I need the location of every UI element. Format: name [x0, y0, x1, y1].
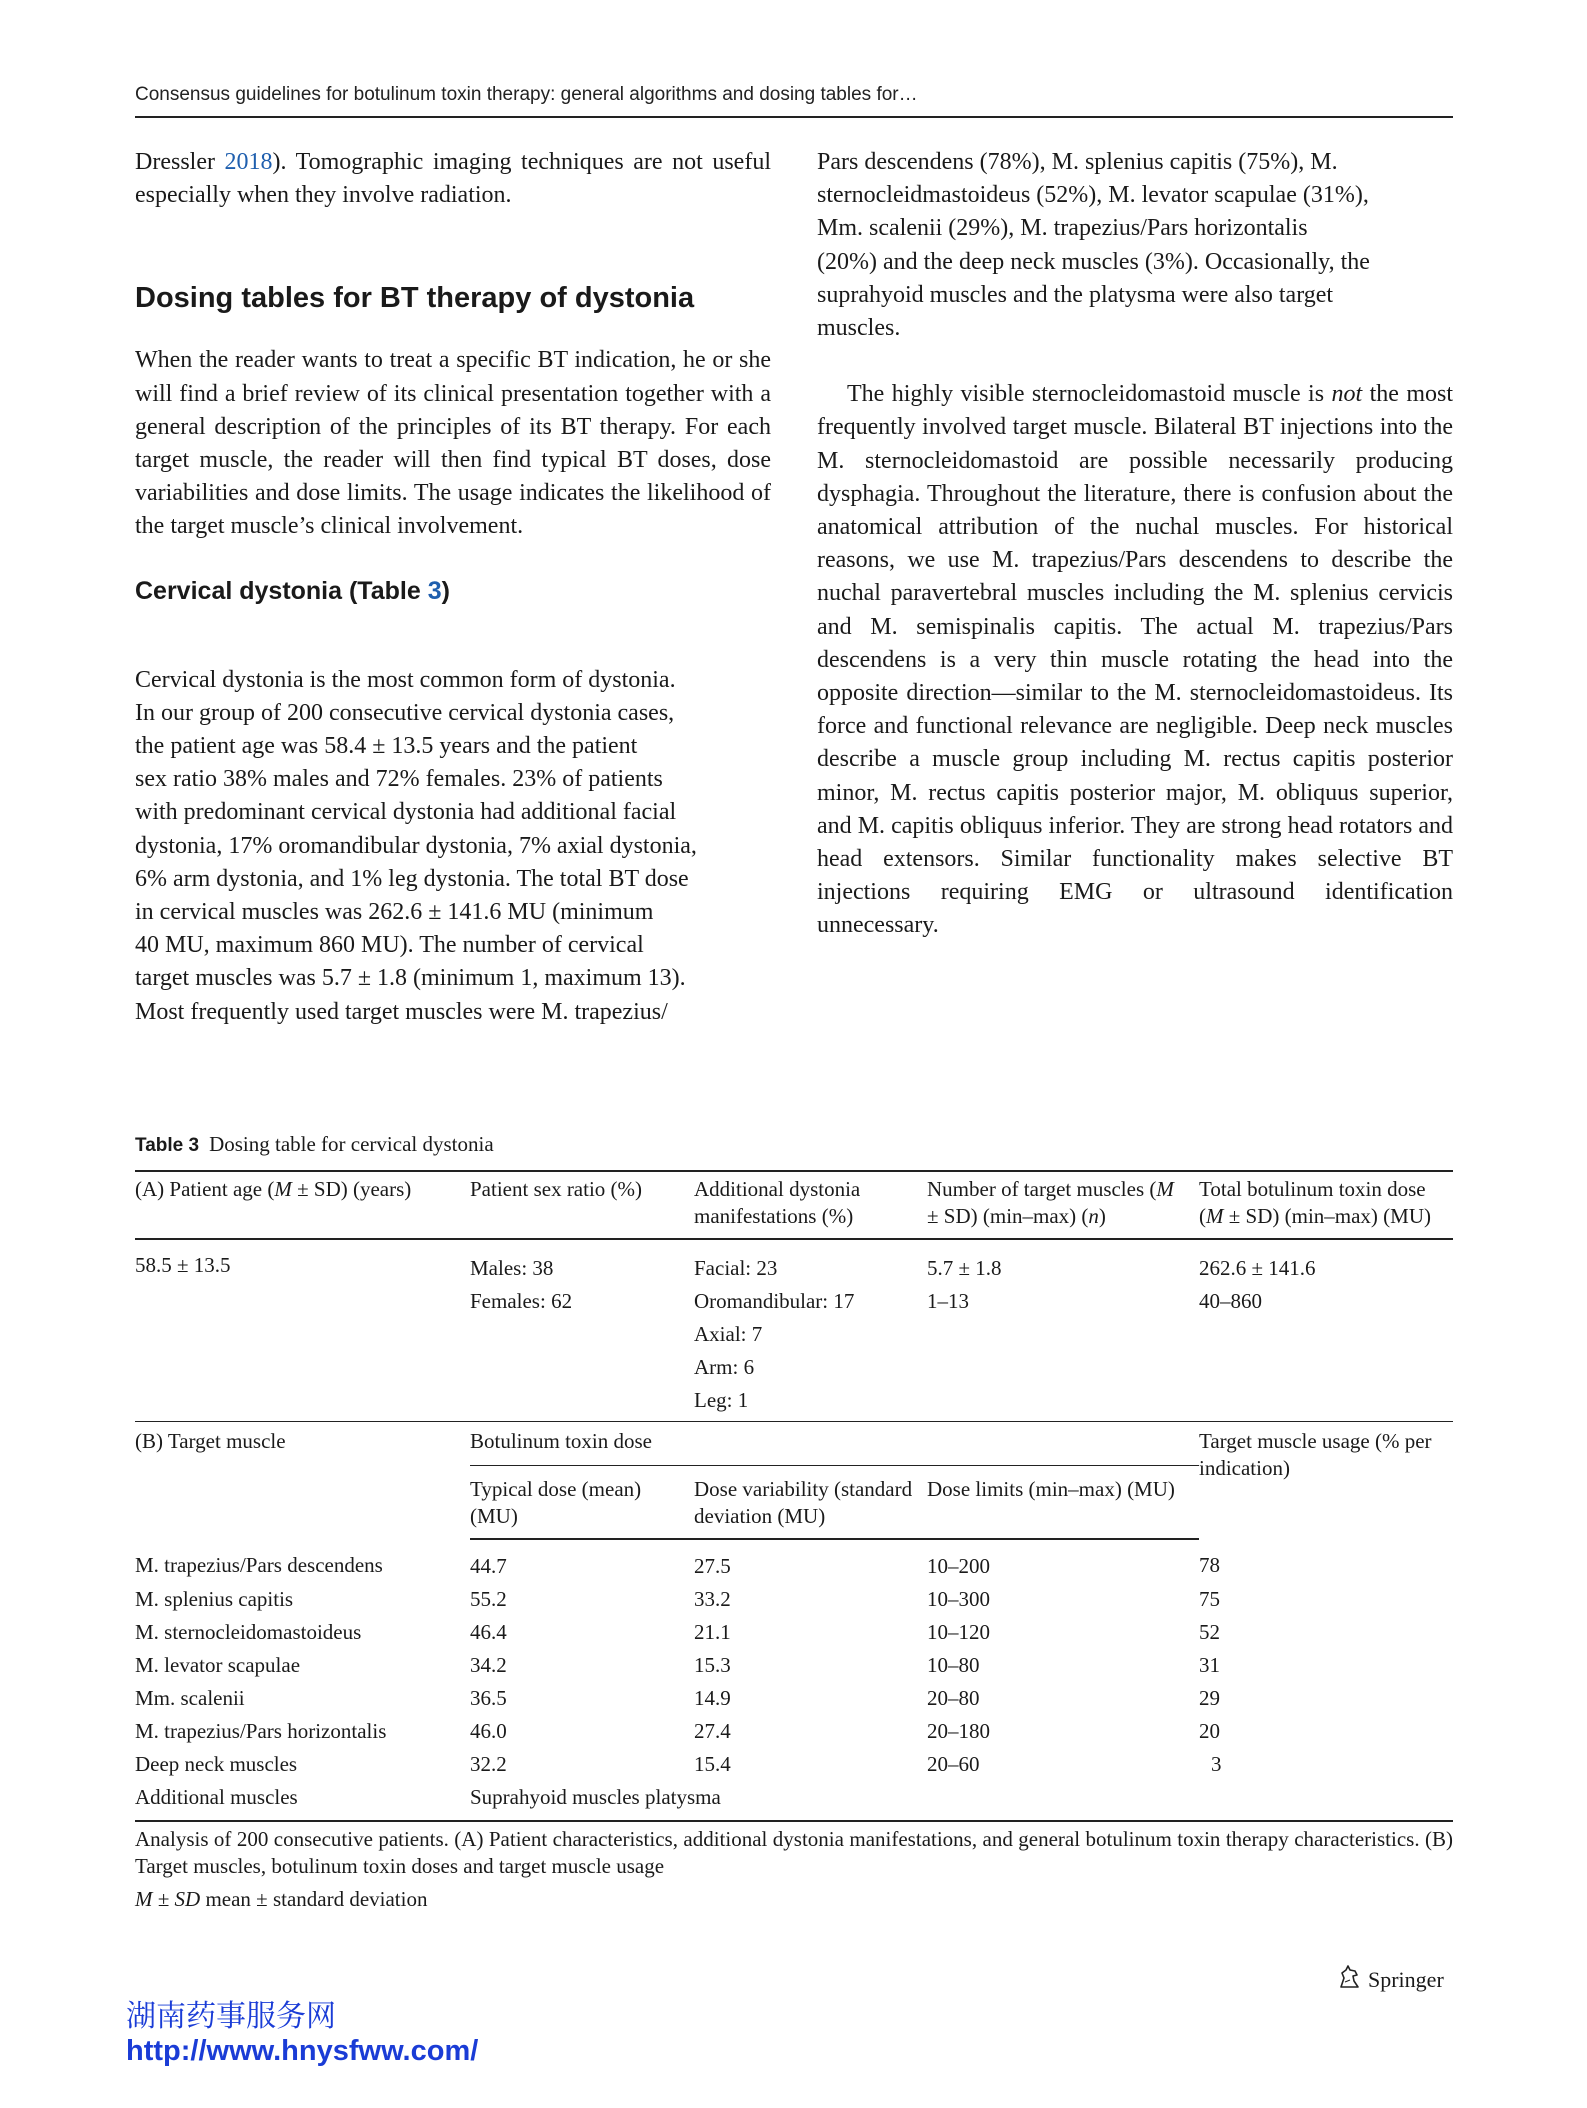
intro-paragraph: Dressler 2018). Tomographic imaging techniques are not useful especially when they involve radiation.	[135, 149, 771, 209]
cell-additional: Facial: 23 Oromandibular: 17 Axial: 7 Arm: 6 Leg: 1	[694, 1256, 855, 1412]
table-row	[135, 1682, 1453, 1715]
springer-logo	[1336, 1964, 1444, 1996]
cell-usage: 78	[1199, 1553, 1220, 1577]
dosing-table	[135, 1170, 1453, 1822]
cell-usage: 20	[1199, 1719, 1220, 1743]
cell-sd: 15.3	[694, 1653, 731, 1677]
header-dose-variability: Dose variability (standard deviation (MU)	[694, 1466, 927, 1540]
header-total-dose: Total botulinum toxin dose (M ± SD) (min–max) (MU)	[1199, 1171, 1453, 1239]
table-row	[135, 1748, 1453, 1781]
cell-sd: 33.2	[694, 1587, 731, 1611]
cell-muscle: Mm. scalenii	[135, 1686, 245, 1710]
header-additional-dystonia: Additional dystonia manifestations (%)	[694, 1171, 927, 1239]
header-usage: Target muscle usage (% per indication)	[1199, 1422, 1453, 1540]
reference-link-2018[interactable]: 2018	[224, 149, 273, 175]
cell-typical: 34.2	[470, 1653, 507, 1677]
table-row	[135, 1616, 1453, 1649]
table-row	[135, 1715, 1453, 1748]
table-footnotes	[135, 1826, 1453, 1919]
table-caption: Table 3 Dosing table for cervical dystonia	[135, 1132, 494, 1156]
header-dose-limits: Dose limits (min–max) (MU)	[927, 1466, 1199, 1540]
heading-dosing-tables: Dosing tables for BT therapy of dystonia	[135, 282, 695, 315]
watermark	[126, 2000, 478, 2068]
cell-sd: 27.4	[694, 1719, 731, 1743]
running-head: Consensus guidelines for botulinum toxin therapy: general algorithms and dosing tables for…	[135, 84, 1453, 118]
heading-cervical-dystonia: Cervical dystonia (Table 3)	[135, 576, 450, 605]
cell-sex: Males: 38 Females: 62	[470, 1256, 573, 1313]
header-typical-dose: Typical dose (mean) (MU)	[470, 1466, 694, 1540]
cell-typical: 55.2	[470, 1587, 507, 1611]
header-patient-age: (A) Patient age (M ± SD) (years)	[135, 1171, 470, 1239]
springer-horse-icon	[1336, 1964, 1362, 1996]
cell-limits: 10–300	[927, 1587, 990, 1611]
cell-target-muscles: 5.7 ± 1.8 1–13	[927, 1256, 1002, 1313]
header-sex-ratio: Patient sex ratio (%)	[470, 1171, 694, 1239]
table-abbreviation: M ± SD mean ± standard deviation	[135, 1887, 428, 1911]
header-number-target-muscles: Number of target muscles (M ± SD) (min–max) (n)	[927, 1171, 1199, 1239]
cell-sd: 21.1	[694, 1620, 731, 1644]
cell-limits: 20–180	[927, 1719, 990, 1743]
table-footnote: Analysis of 200 consecutive patients. (A) Patient characteristics, additional dystonia manifestations, and general botulinum toxin therapy characteristics. (B) Target muscles, botulinum toxin doses and target muscle usage	[135, 1827, 1453, 1878]
cell-typical: 46.0	[470, 1719, 507, 1743]
cell-typical: 46.4	[470, 1620, 507, 1644]
cell-usage: 29	[1199, 1686, 1220, 1710]
watermark-url[interactable]: http://www.hnysfww.com/	[126, 2035, 479, 2067]
cell-age: 58.5 ± 13.5	[135, 1253, 231, 1277]
cell-typical: 32.2	[470, 1752, 507, 1776]
cell-limits: 10–200	[927, 1554, 990, 1578]
cell-additional-muscles-label: Additional muscles	[135, 1781, 470, 1821]
cell-total-dose: 262.6 ± 141.6 40–860	[1199, 1256, 1316, 1313]
table-3-link[interactable]: 3	[427, 576, 442, 605]
watermark-site-name: 湖南药事服务网	[126, 2000, 336, 2033]
paragraph-usage: Pars descendens (78%), M. splenius capitis (75%), M. sternocleidmastoideus (52%), M. levator scapulae (31%), Mm. scalenii (29%), M. trapezius/Pars horizontalis (20%) and the deep neck muscles (3%). Occasionally, the suprahyoid muscles and the platysma were also target muscles.	[817, 149, 1370, 342]
right-column	[817, 146, 1453, 943]
cell-sd: 15.4	[694, 1752, 731, 1776]
cell-typical: 44.7	[470, 1554, 507, 1578]
cell-muscle: M. sternocleidomastoideus	[135, 1620, 362, 1644]
header-botulinum-dose: Botulinum toxin dose	[470, 1422, 1199, 1466]
paragraph-sternocleidomastoid: The highly visible sternocleidomastoid muscle is not the most frequently involved target muscle. Bilateral BT injections into the M. sternocleidomastoid are possible necessarily producing dysphagia. Throughout the literature, there is confusion about the anatomical attribution of the nuchal muscles. For historical reasons, we use M. trapezius/Pars descendens to describe the nuchal paravertebral muscles including the M. splenius cervicis and M. semispinalis capitis. The actual M. trapezius/Pars descendens is a very thin muscle rotating the head into the opposite direction—similar to the M. sternocleidomastoideus. Its force and functional relevance are negligible. Deep neck muscles describe a muscle group including M. rectus capitis posterior minor, M. rectus capitis posterior major, M. obliquus superior, and M. capitis obliquus inferior. They are strong head rotators and head extensors. Similar functionality makes selective BT injections requiring EMG or ultrasound identification unnecessary.	[817, 381, 1454, 939]
paragraph-reader: When the reader wants to treat a specific BT indication, he or she will find a brief review of its clinical presentation together with a general description of the principles of its BT therapy. For each target muscle, the reader will then find typical BT doses, dose variabilities and dose limits. The usage indicates the likelihood of the target muscle’s clinical involvement.	[135, 347, 771, 540]
cell-sd: 27.5	[694, 1554, 731, 1578]
table-row-additional-muscles	[135, 1781, 1453, 1821]
cell-usage: 31	[1199, 1653, 1220, 1677]
cell-muscle: Deep neck muscles	[135, 1752, 298, 1776]
cell-additional-muscles-value: Suprahyoid muscles platysma	[470, 1781, 1453, 1821]
springer-wordmark: Springer	[1368, 1967, 1444, 1992]
paragraph-cervical: Cervical dystonia is the most common form of dystonia. In our group of 200 consecutive cervical dystonia cases, the patient age was 58.4 ± 13.5 years and the patient sex ratio 38% males and 72% females. 23% of patients with predominant cervical dystonia had additional facial dystonia, 17% oromandibular dystonia, 7% axial dystonia, 6% arm dystonia, and 1% leg dystonia. The total BT dose in cervical muscles was 262.6 ± 141.6 MU (minimum 40 MU, maximum 860 MU). The number of cervical target muscles was 5.7 ± 1.8 (minimum 1, maximum 13). Most frequently used target muscles were M. trapezius/	[135, 666, 697, 1025]
cell-muscle: M. trapezius/Pars descendens	[135, 1553, 383, 1577]
table-header-row-a	[135, 1171, 1453, 1239]
cell-limits: 20–80	[927, 1686, 980, 1710]
table-row-patient-data	[135, 1239, 1453, 1422]
cell-limits: 10–80	[927, 1653, 980, 1677]
cell-sd: 14.9	[694, 1686, 731, 1710]
cell-usage: 3	[1211, 1752, 1222, 1776]
table-row	[135, 1583, 1453, 1616]
cell-muscle: M. trapezius/Pars horizontalis	[135, 1719, 387, 1743]
table-row	[135, 1649, 1453, 1682]
cell-muscle: M. levator scapulae	[135, 1653, 301, 1677]
cell-usage: 52	[1199, 1620, 1220, 1644]
table-row	[135, 1539, 1453, 1583]
cell-usage: 75	[1199, 1587, 1220, 1611]
cell-limits: 20–60	[927, 1752, 980, 1776]
cell-typical: 36.5	[470, 1686, 507, 1710]
cell-limits: 10–120	[927, 1620, 990, 1644]
table-header-row-b1	[135, 1422, 1453, 1466]
cell-muscle: M. splenius capitis	[135, 1587, 294, 1611]
left-column	[135, 146, 771, 1029]
header-target-muscle: (B) Target muscle	[135, 1422, 470, 1540]
